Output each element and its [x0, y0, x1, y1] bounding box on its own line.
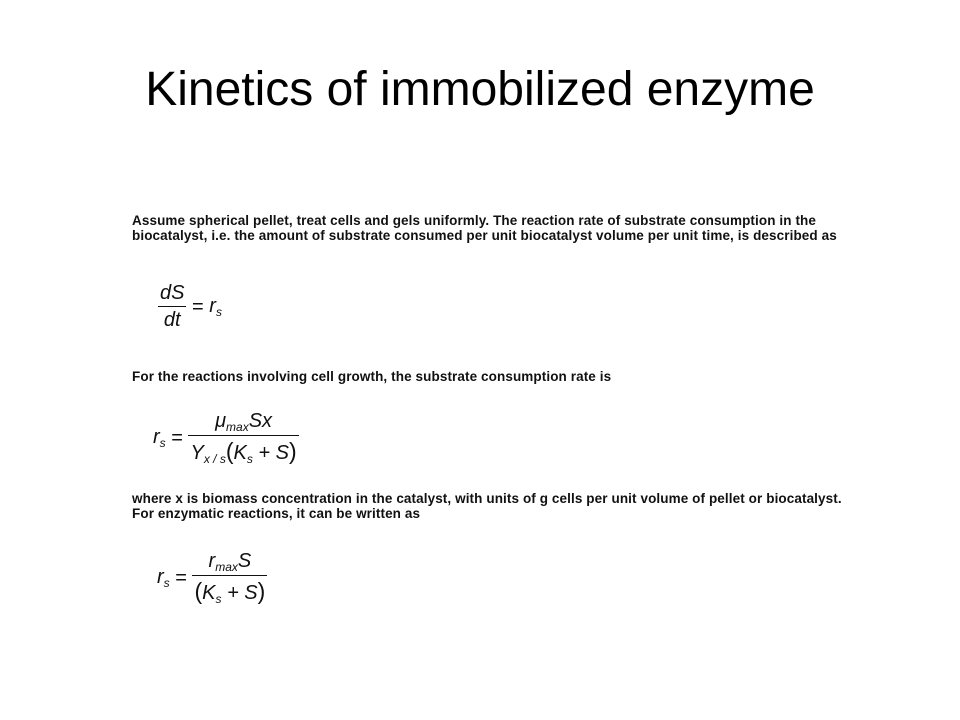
- paragraph-cell-growth: For the reactions involving cell growth, the substrate consumption rate is: [132, 369, 612, 384]
- fraction-denominator: $(K_s + S)$: [192, 575, 267, 606]
- equals-sign: =: [192, 295, 204, 318]
- fraction-denominator: $Y_{x / s}(K_s + S)$: [188, 435, 298, 466]
- fraction-ds-dt: [158, 282, 186, 332]
- equals-sign: =: [175, 566, 187, 589]
- paragraph-intro: Assume spherical pellet, treat cells and gels uniformly. The reaction rate of substrate consumption in the biocatalyst, i.e. the amount of substrate consumed per unit biocatalyst volume per unit time, is described as: [132, 213, 837, 243]
- fraction-numerator: dS: [160, 282, 185, 304]
- equals-sign: =: [171, 426, 183, 449]
- equation-enzymatic-rate: [157, 550, 267, 606]
- paragraph-enzymatic: where x is biomass concentration in the catalyst, with units of g cells per unit volume of pellet or biocatalyst. For enzymatic reactions, it can be written as: [132, 491, 842, 521]
- equation-rate-definition: [158, 282, 222, 332]
- fraction-numerator: $\mu_{max}Sx$: [215, 410, 273, 435]
- rate-symbol: $r_s$: [153, 426, 166, 451]
- rate-symbol: $r_s$: [209, 294, 222, 320]
- rate-symbol: $r_s$: [157, 566, 170, 591]
- fraction-denominator: dt: [158, 306, 186, 332]
- fraction-growth-rate: [188, 410, 298, 466]
- slide-title: Kinetics of immobilized enzyme: [145, 63, 815, 116]
- fraction-enzymatic-rate: [192, 550, 267, 606]
- equation-cell-growth-rate: [153, 410, 299, 466]
- fraction-numerator: $r_{max}S$: [208, 550, 252, 575]
